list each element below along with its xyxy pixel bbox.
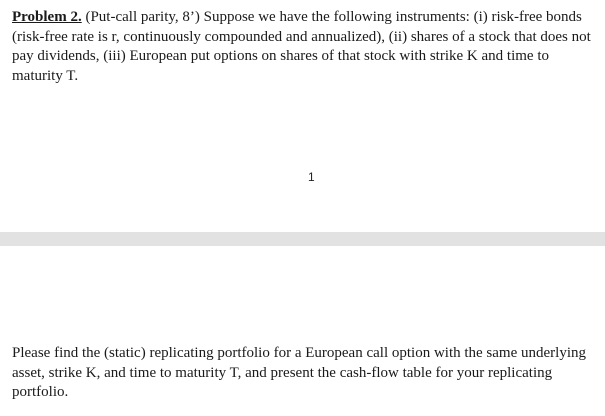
- page-separator: [0, 232, 605, 246]
- problem-intro-text: (Put-call parity, 8’) Suppose we have the following instruments: (i) risk-free bonds (risk-free rate is r, continuously compounded and annualized), (ii) shares of a stock that does not pay dividends, (iii) European put options on shares of that stock with strike K and time to maturity T.: [12, 9, 591, 84]
- question-paragraph: Please find the (static) replicating portfolio for a European call option with the same underlying asset, strike K, and time to maturity T, and present the cash-flow table for your replicating portfolio.: [12, 345, 586, 400]
- document-page-2: [0, 246, 605, 416]
- problem-intro-paragraph: [12, 8, 602, 86]
- problem-label: Problem 2.: [12, 9, 82, 25]
- page-number: 1: [308, 170, 315, 184]
